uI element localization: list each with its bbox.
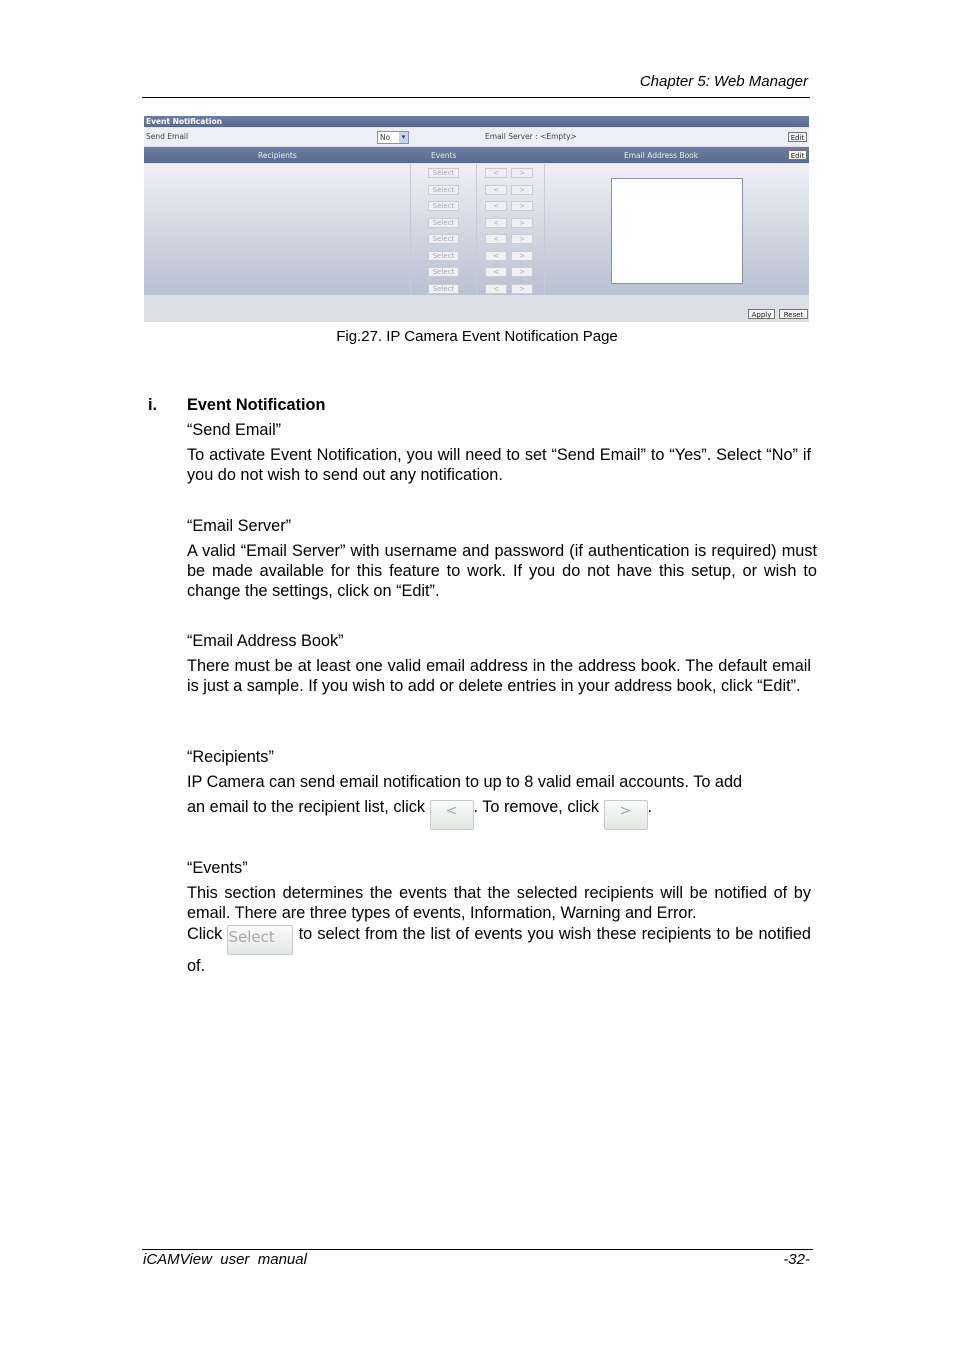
email-server-label: Email Server : <Empty> [485,132,577,141]
figure-title: Event Notification [146,117,222,126]
event-select-button[interactable]: Select [428,185,459,195]
column-divider [476,164,477,295]
address-book-edit-button[interactable]: Edit [788,150,807,160]
address-book-body: There must be at least one valid email address in the address book. The default email is just a sample. If you wish to add or delete entries in your address book, click “Edit”. [187,657,811,695]
section-number: i. [148,396,158,414]
send-email-body: To activate Event Notification, you will need to set “Send Email” to “Yes”. Select “No” if you do not wish to send out any notification. [187,446,811,484]
recipients-line1: IP Camera can send email notification to up to 8 valid email accounts. To add [187,773,743,791]
add-recipient-button[interactable]: < [485,251,507,261]
address-book-heading: “Email Address Book” [187,632,344,650]
remove-recipient-button[interactable]: > [511,201,533,211]
email-server-edit-button[interactable]: Edit [788,132,807,142]
event-select-button[interactable]: Select [428,168,459,178]
event-select-button[interactable]: Select [428,201,459,211]
footer-manual-title: iCAMView user manual [143,1251,307,1268]
events-text: to select from the list of events you wish these recipients to be notified of. [187,925,811,975]
recipients-line2 [187,792,811,830]
reset-button[interactable]: Reset [779,309,808,319]
send-email-select[interactable] [377,131,409,144]
remove-recipient-button[interactable]: > [511,234,533,244]
event-notification-screenshot [144,116,809,322]
chapter-header: Chapter 5: Web Manager [639,73,808,90]
column-divider [544,164,545,295]
events-click-text [187,923,811,977]
send-email-value: No [380,133,391,142]
email-server-body: A valid “Email Server” with username and password (if authentication is required) must be made available for this feature to work. If you do not have this setup, or wish to change the settings, click on “Edit”. [187,542,817,600]
events-text: Click [187,925,228,943]
event-select-button[interactable]: Select [428,251,459,261]
events-body: This section determines the events that the selected recipients will be notified of by email. There are three types of events, Information, Warning and Error. [187,884,811,922]
footer-rule [142,1249,813,1250]
col-events: Events [431,151,457,160]
add-recipient-button[interactable]: < [485,234,507,244]
add-recipient-button[interactable]: < [485,168,507,178]
col-recipients: Recipients [258,151,297,160]
apply-button[interactable]: Apply [748,309,775,319]
remove-recipient-button[interactable]: > [511,168,533,178]
column-header-bar [144,147,809,163]
recipients-text: . [647,798,653,816]
address-book-list[interactable] [611,178,743,284]
remove-recipient-button[interactable]: > [511,218,533,228]
add-recipient-button-image: < [430,800,474,830]
add-recipient-button[interactable]: < [485,185,507,195]
remove-recipient-button[interactable]: > [511,284,533,294]
figure-footer [144,295,809,322]
remove-recipient-button[interactable]: > [511,251,533,261]
remove-recipient-button[interactable]: > [511,185,533,195]
select-button-image: Select [227,925,293,955]
column-divider [410,164,411,295]
chevron-down-icon: ▾ [399,132,408,143]
notification-body [144,164,809,295]
add-recipient-button[interactable]: < [485,284,507,294]
add-recipient-button[interactable]: < [485,267,507,277]
email-server-heading: “Email Server” [187,517,292,535]
send-email-label: Send Email [146,132,189,141]
add-recipient-button[interactable]: < [485,201,507,211]
remove-recipient-button[interactable]: > [511,267,533,277]
event-select-button[interactable]: Select [428,284,459,294]
recipients-text: an email to the recipient list, click [187,798,430,816]
event-select-button[interactable]: Select [428,218,459,228]
page-number: -32- [783,1251,810,1268]
event-select-button[interactable]: Select [428,267,459,277]
section-title: Event Notification [187,396,326,414]
events-heading: “Events” [187,859,248,877]
figure-caption: Fig.27. IP Camera Event Notification Page [336,328,618,345]
col-address-book: Email Address Book [624,151,699,160]
send-email-heading: “Send Email” [187,421,282,439]
figure-title-bar [144,116,809,127]
header-rule [142,97,810,98]
add-recipient-button[interactable]: < [485,218,507,228]
event-select-button[interactable]: Select [428,234,459,244]
recipients-text: . To remove, click [473,798,604,816]
recipients-heading: “Recipients” [187,748,274,766]
remove-recipient-button-image: > [604,800,648,830]
send-email-row [144,128,809,146]
